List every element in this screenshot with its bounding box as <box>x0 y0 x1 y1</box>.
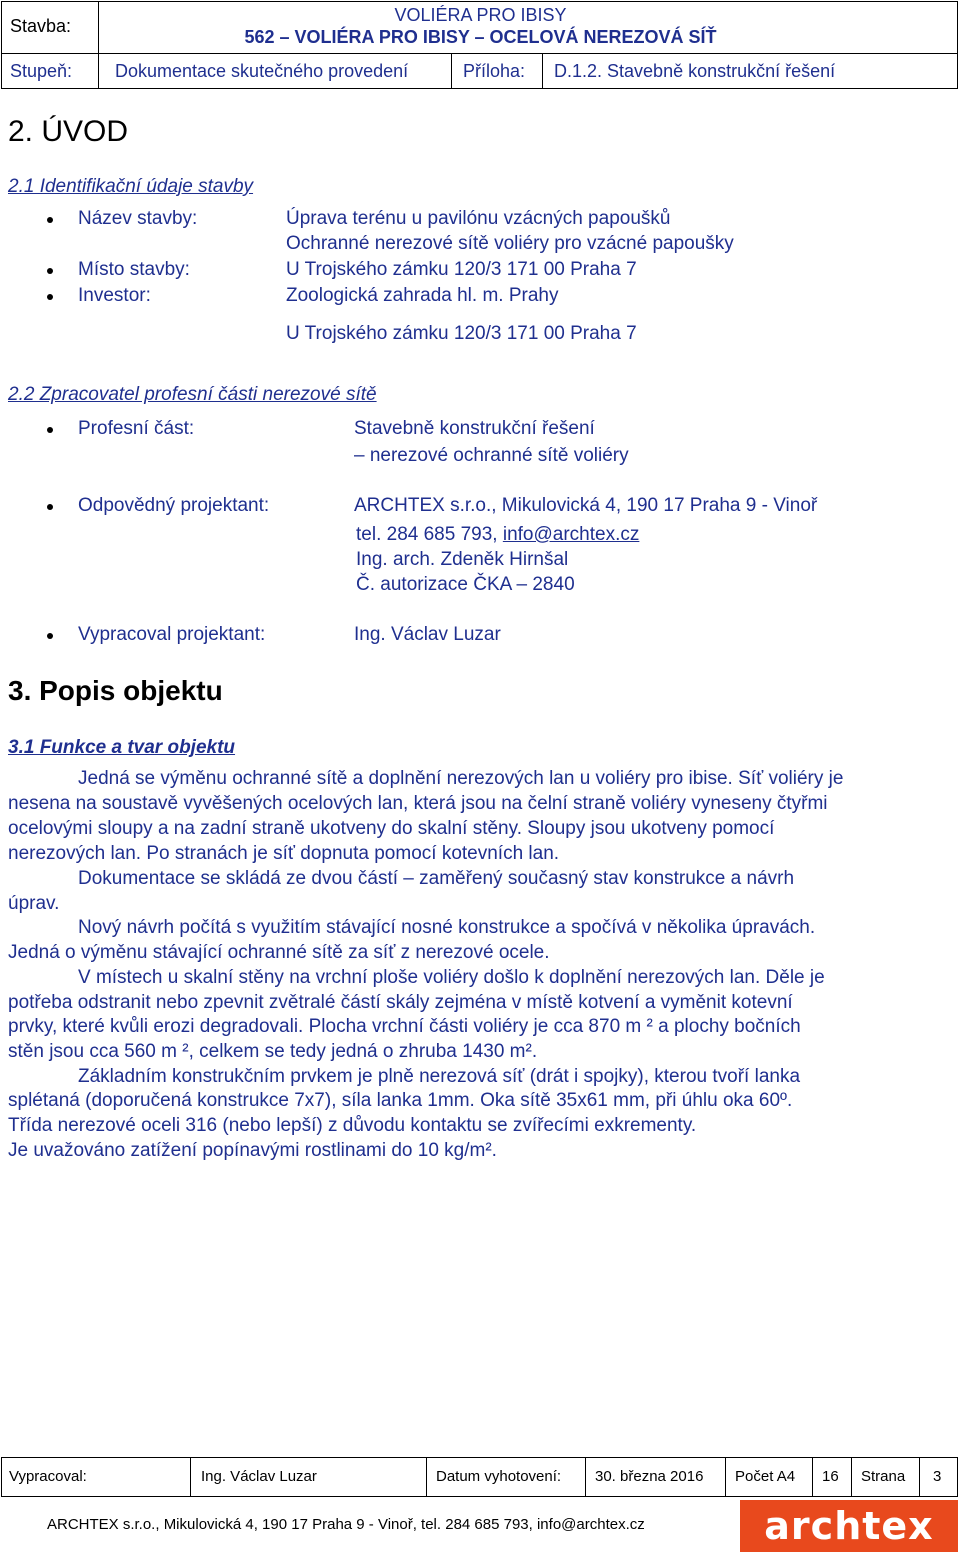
misto-label: Místo stavby: <box>78 259 190 280</box>
footer-address: ARCHTEX s.r.o., Mikulovická 4, 190 17 Praha 9 - Vinoř, tel. 284 685 793, info@archtex.cz <box>47 1516 645 1533</box>
priloha-value: D.1.2. Stavebně konstrukční řešení <box>554 61 836 81</box>
body-line: Jedná se výměnu ochranné sítě a doplnění nerezových lan u voliéry pro ibise. Síť voliéry je <box>78 768 844 789</box>
body-line: úprav. <box>8 893 60 914</box>
body-line: Třída nerezové oceli 316 (nebo lepší) z důvodu kontaktu se zvířecími exkrementy. <box>8 1115 697 1136</box>
body-line: potřeba odstranit nebo zpevnit zvětralé částí skály zejména v místě kotvení a vyměnit kotevní <box>8 992 793 1013</box>
profesni-value-1: Stavebně konstrukční řešení <box>354 418 595 439</box>
stupen-label: Stupeň: <box>10 61 73 81</box>
odpovedny-tel: tel. 284 685 793, <box>356 524 503 545</box>
body-line: prvky, které kvůli erozi degradovali. Plocha vrchní části voliéry je cca 870 m ² a plochy bočních <box>8 1016 801 1037</box>
body-line: stěn jsou cca 560 m ², celkem se tedy jedná o zhruba 1430 m². <box>8 1041 538 1062</box>
investor-value-2: U Trojského zámku 120/3 171 00 Praha 7 <box>286 323 637 344</box>
body-line: splétaná (doporučená konstrukce 7x7), síla lanka 1mm. Oka sítě 35x61 mm, při úhlu oka 60º. <box>8 1090 793 1111</box>
body-line: Základním konstrukčním prvkem je plně nerezová síť (drát i spojky), kterou tvoří lanka <box>78 1066 801 1087</box>
section-2-1-title: 2.1 Identifikační údaje stavby <box>8 176 254 197</box>
footer-strana-value: 3 <box>933 1468 942 1485</box>
odpovedny-autorizace: Č. autorizace ČKA – 2840 <box>356 574 575 595</box>
footer-vypracoval-value: Ing. Václav Luzar <box>201 1468 317 1485</box>
stupen-value: Dokumentace skutečného provedení <box>115 61 409 81</box>
nazev-value-2: Ochranné nerezové sítě voliéry pro vzácné papoušky <box>286 233 734 254</box>
header-row-stavba <box>2 2 957 54</box>
nazev-value-1: Úprava terénu u pavilónu vzácných papoušků <box>286 208 671 229</box>
footer-pocet-value: 16 <box>822 1468 839 1485</box>
footer-pocet-label: Počet A4 <box>735 1468 796 1485</box>
body-line: V místech u skalní stěny na vrchní ploše voliéry došlo k doplnění nerezových lan. Děle je <box>78 967 825 988</box>
footer-table <box>1 1457 958 1497</box>
misto-value: U Trojského zámku 120/3 171 00 Praha 7 <box>286 259 637 280</box>
section-2-2-title: 2.2 Zpracovatel profesní části nerezové sítě <box>8 384 377 405</box>
odpovedny-contact <box>356 524 639 546</box>
footer-datum-value: 30. března 2016 <box>595 1468 704 1485</box>
investor-label: Investor: <box>78 285 151 306</box>
investor-value-1: Zoologická zahrada hl. m. Prahy <box>286 285 559 306</box>
section-2-title: 2. ÚVOD <box>8 115 129 148</box>
vypracoval-label: Vypracoval projektant: <box>78 624 266 645</box>
odpovedny-company: ARCHTEX s.r.o., Mikulovická 4, 190 17 Praha 9 - Vinoř <box>354 495 818 516</box>
vypracoval-value: Ing. Václav Luzar <box>354 624 501 645</box>
body-line: ocelovými sloupy a na zadní straně ukotveny do skalní stěny. Sloupy jsou ukotveny pomocí <box>8 818 775 839</box>
bullet-icon <box>47 294 53 300</box>
nazev-label: Název stavby: <box>78 208 198 229</box>
document-header <box>1 1 958 89</box>
body-line: nerezových lan. Po stranách je síť dopnuta pomocí kotevních lan. <box>8 843 560 864</box>
body-line: Dokumentace se skládá ze dvou částí – zaměřený současný stav konstrukce a návrh <box>78 868 795 889</box>
profesni-value-2: – nerezové ochranné sítě voliéry <box>354 445 629 466</box>
body-line: Jedná o výměnu stávající ochranné sítě za síť z nerezové ocele. <box>8 942 550 963</box>
header-row-stupen <box>2 53 957 89</box>
profesni-label: Profesní část: <box>78 418 195 439</box>
bullet-icon <box>47 633 53 639</box>
footer-vypracoval-label: Vypracoval: <box>9 1468 87 1485</box>
stavba-label: Stavba: <box>10 16 72 36</box>
archtex-logo: archtex <box>740 1500 958 1552</box>
bullet-icon <box>47 268 53 274</box>
odpovedny-label: Odpovědný projektant: <box>78 495 270 516</box>
body-line: Je uvažováno zatížení popínavými rostlinami do 10 kg/m². <box>8 1140 497 1161</box>
odpovedny-name: Ing. arch. Zdeněk Hirnšal <box>356 549 569 570</box>
footer-strana-label: Strana <box>861 1468 906 1485</box>
body-line: nesena na soustavě vyvěšených ocelových lan, která jsou na čelní straně voliéry vyneseny čtyřmi <box>8 793 828 814</box>
stavba-line2: 562 – VOLIÉRA PRO IBISY – OCELOVÁ NEREZOVÁ SÍŤ <box>244 27 717 47</box>
priloha-label: Příloha: <box>463 61 526 81</box>
stavba-line1: VOLIÉRA PRO IBISY <box>394 5 567 25</box>
footer-datum-label: Datum vyhotovení: <box>436 1468 562 1485</box>
bullet-icon <box>47 504 53 510</box>
bullet-icon <box>47 427 53 433</box>
section-3-title: 3. Popis objektu <box>8 675 223 706</box>
body-line: Nový návrh počítá s využitím stávající nosné konstrukce a spočívá v několika úpravách. <box>78 917 816 938</box>
email-link[interactable]: info@archtex.cz <box>502 524 640 545</box>
bullet-icon <box>47 217 53 223</box>
section-3-1-title: 3.1 Funkce a tvar objektu <box>8 737 236 758</box>
